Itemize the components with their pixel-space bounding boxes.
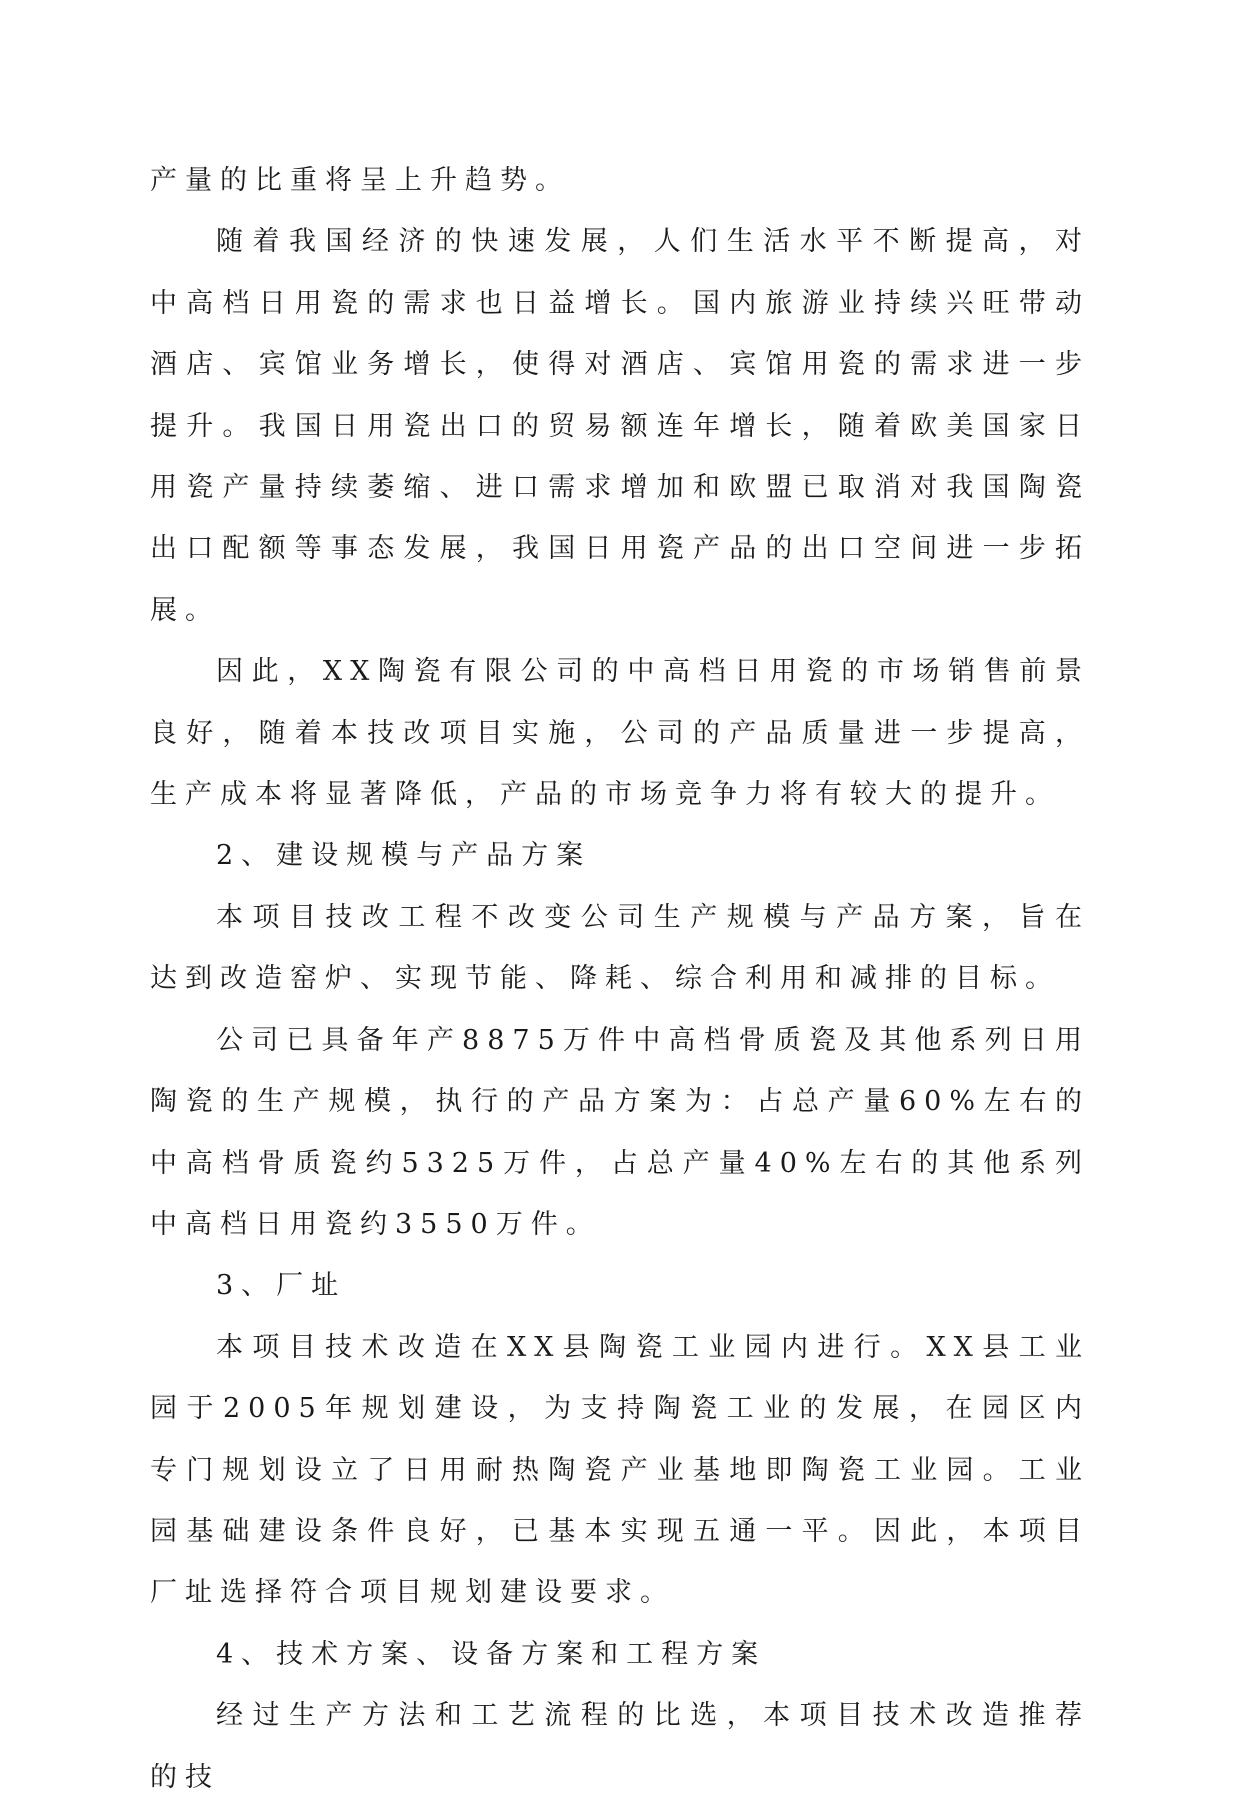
paragraph-market-demand: 随着我国经济的快速发展，人们生活水平不断提高，对中高档日用瓷的需求也日益增长。国内旅游业持续兴旺带动酒店、宾馆业务增长，使得对酒店、宾馆用瓷的需求进一步提升。我国日用瓷出口的贸易额连年增长，随着欧美国家日用瓷产量持续萎缩、进口需求增加和欧盟已取消对我国陶瓷出口配额等事态发展，我国日用瓷产品的出口空间进一步拓展。: [150, 226, 1090, 626]
section-heading-technical-plan: 4、技术方案、设备方案和工程方案: [216, 1638, 767, 1670]
paragraph-continuation: 产量的比重将呈上升趋势。: [150, 165, 570, 196]
paragraph-scale-goal: 本项目技改工程不改变公司生产规模与产品方案，旨在达到改造窑炉、实现节能、降耗、综合利用和减排的目标。: [150, 901, 1090, 995]
paragraph-market-outlook: 因此，XX陶瓷有限公司的中高档日用瓷的市场销售前景良好，随着本技改项目实施，公司的产品质量进一步提高，生产成本将显著降低，产品的市场竞争力将有较大的提升。: [150, 656, 1090, 811]
document-body: [150, 150, 1090, 1808]
paragraph-technical-plan: 经过生产方法和工艺流程的比选，本项目技术改造推荐的技: [150, 1700, 1090, 1793]
paragraph-site: 本项目技术改造在XX县陶瓷工业园内进行。XX县工业园于2005年规划建设，为支持陶瓷工业的发展，在园区内专门规划设立了日用耐热陶瓷产业基地即陶瓷工业园。工业园基础建设条件良好，已基本实现五通一平。因此，本项目厂址选择符合项目规划建设要求。: [150, 1331, 1090, 1609]
paragraph-production-capacity: 公司已具备年产8875万件中高档骨质瓷及其他系列日用陶瓷的生产规模，执行的产品方案为：占总产量60%左右的中高档骨质瓷约5325万件，占总产量40%左右的其他系列中高档日用瓷约3550万件。: [150, 1024, 1090, 1240]
section-heading-site: 3、厂址: [216, 1270, 347, 1302]
section-heading-scale: 2、建设规模与产品方案: [216, 840, 592, 872]
